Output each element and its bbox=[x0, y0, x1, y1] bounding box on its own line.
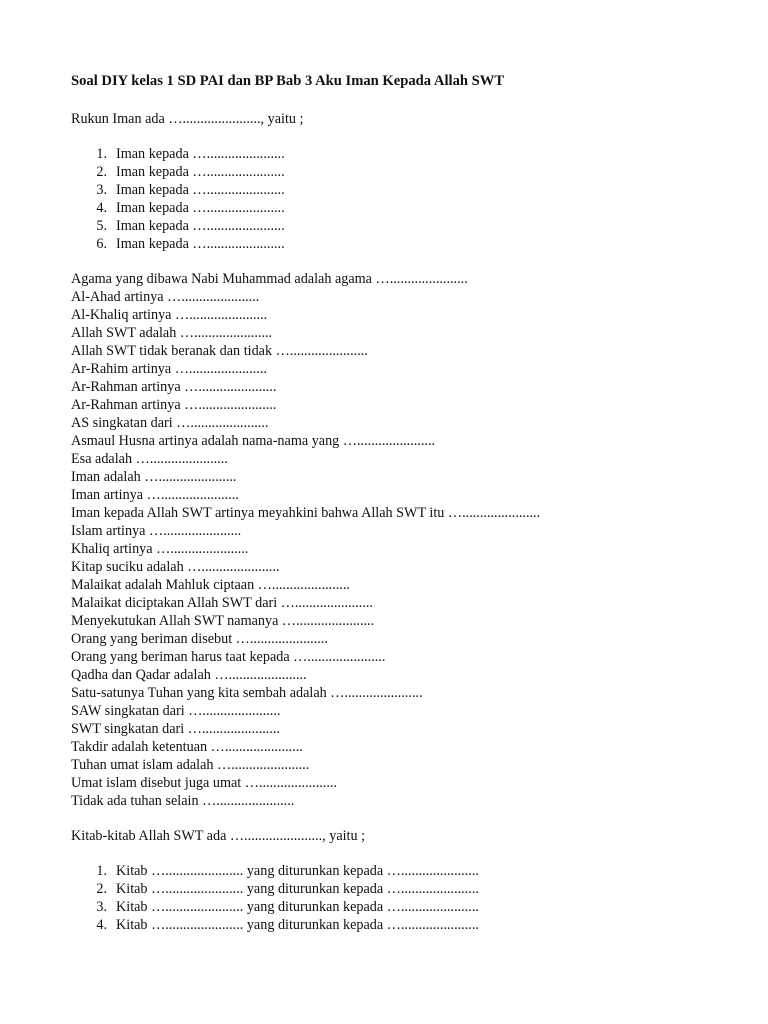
list-number: 2. bbox=[96, 881, 107, 897]
list-item bbox=[71, 181, 731, 199]
list-text: Kitab …...................... yang diturunkan kepada …...................... bbox=[116, 863, 479, 879]
question-line: Orang yang beriman disebut …...................... bbox=[71, 631, 328, 647]
list-text: Iman kepada …...................... bbox=[116, 200, 285, 216]
question-line: Khaliq artinya …...................... bbox=[71, 541, 249, 557]
question-line: AS singkatan dari …...................... bbox=[71, 415, 269, 431]
list-item bbox=[71, 163, 731, 181]
question-line: Ar-Rahman artinya …...................... bbox=[71, 379, 277, 395]
list-text: Iman kepada …...................... bbox=[116, 218, 285, 234]
list-number: 3. bbox=[96, 899, 107, 915]
question-line: Menyekutukan Allah SWT namanya …...................... bbox=[71, 613, 375, 629]
question-line: Allah SWT adalah …...................... bbox=[71, 325, 273, 341]
list-item bbox=[71, 217, 731, 235]
worksheet-title: Soal DIY kelas 1 SD PAI dan BP Bab 3 Aku Iman Kepada Allah SWT bbox=[71, 73, 505, 89]
question-line: Kitap suciku adalah …...................... bbox=[71, 559, 280, 575]
rukun-iman-list bbox=[71, 145, 731, 253]
list-number: 4. bbox=[96, 917, 107, 933]
question-line: Allah SWT tidak beranak dan tidak …...................... bbox=[71, 343, 368, 359]
list-text: Iman kepada …...................... bbox=[116, 164, 285, 180]
question-line: Malaikat diciptakan Allah SWT dari …...................... bbox=[71, 595, 373, 611]
rukun-iman-intro: Rukun Iman ada …......................, yaitu ; bbox=[71, 111, 304, 127]
list-text: Iman kepada …...................... bbox=[116, 236, 285, 252]
list-number: 3. bbox=[96, 182, 107, 198]
list-item bbox=[71, 898, 731, 916]
worksheet-page bbox=[71, 72, 731, 951]
list-item bbox=[71, 916, 731, 934]
question-line: Tuhan umat islam adalah …...................... bbox=[71, 757, 310, 773]
list-text: Iman kepada …...................... bbox=[116, 146, 285, 162]
question-line: Malaikat adalah Mahluk ciptaan …...................... bbox=[71, 577, 350, 593]
question-line: Iman kepada Allah SWT artinya meyahkini bahwa Allah SWT itu …...................... bbox=[71, 505, 541, 521]
question-line: SWT singkatan dari …...................... bbox=[71, 721, 280, 737]
list-text: Kitab …...................... yang diturunkan kepada …...................... bbox=[116, 881, 479, 897]
question-line: Qadha dan Qadar adalah …...................... bbox=[71, 667, 307, 683]
question-line: Umat islam disebut juga umat …...................... bbox=[71, 775, 337, 791]
list-text: Iman kepada …...................... bbox=[116, 182, 285, 198]
question-line: Ar-Rahim artinya …...................... bbox=[71, 361, 267, 377]
list-number: 1. bbox=[96, 863, 107, 879]
question-line: Islam artinya …...................... bbox=[71, 523, 242, 539]
kitab-list bbox=[71, 862, 731, 934]
question-line: Iman artinya …...................... bbox=[71, 487, 239, 503]
list-text: Kitab …...................... yang diturunkan kepada …...................... bbox=[116, 917, 479, 933]
question-line: Agama yang dibawa Nabi Muhammad adalah agama …...................... bbox=[71, 271, 468, 287]
question-list bbox=[71, 270, 731, 810]
kitab-intro: Kitab-kitab Allah SWT ada …......................, yaitu ; bbox=[71, 828, 366, 844]
list-number: 6. bbox=[96, 236, 107, 252]
question-line: Iman adalah …...................... bbox=[71, 469, 237, 485]
list-number: 1. bbox=[96, 146, 107, 162]
list-number: 2. bbox=[96, 164, 107, 180]
question-line: Ar-Rahman artinya …...................... bbox=[71, 397, 277, 413]
list-item bbox=[71, 199, 731, 217]
question-line: Orang yang beriman harus taat kepada …...................... bbox=[71, 649, 386, 665]
question-line: Esa adalah …...................... bbox=[71, 451, 228, 467]
question-line: Satu-satunya Tuhan yang kita sembah adalah …...................... bbox=[71, 685, 423, 701]
list-item bbox=[71, 145, 731, 163]
question-line: Asmaul Husna artinya adalah nama-nama yang …...................... bbox=[71, 433, 436, 449]
question-line: Tidak ada tuhan selain …...................... bbox=[71, 793, 295, 809]
list-number: 5. bbox=[96, 218, 107, 234]
list-item bbox=[71, 880, 731, 898]
question-line: Takdir adalah ketentuan …...................... bbox=[71, 739, 303, 755]
list-text: Kitab …...................... yang diturunkan kepada …...................... bbox=[116, 899, 479, 915]
list-item bbox=[71, 235, 731, 253]
question-line: SAW singkatan dari …...................... bbox=[71, 703, 281, 719]
question-line: Al-Khaliq artinya …...................... bbox=[71, 307, 268, 323]
question-line: Al-Ahad artinya …...................... bbox=[71, 289, 260, 305]
list-number: 4. bbox=[96, 200, 107, 216]
list-item bbox=[71, 862, 731, 880]
